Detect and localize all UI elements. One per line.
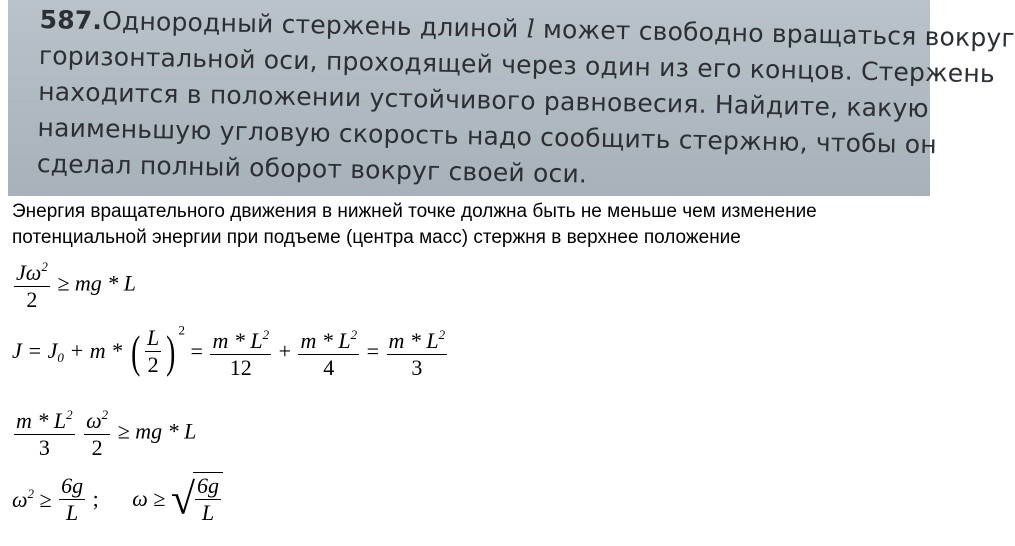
fraction: [145, 325, 161, 378]
f2-pnum: L: [146, 325, 160, 350]
f2-c-den: 3: [387, 354, 448, 381]
f4-exp: 2: [27, 485, 35, 501]
f2-pexp: 2: [178, 322, 186, 338]
formula-inertia: $J = J_0 + m$ * ( $\frac{L}{2}$ ) $^2$ = $\frac{m * L^2}{12}$ + $\frac{m * L^2}{4}$ = $\frac{m * L^2}{3}$: [12, 322, 446, 380]
f4-den: L: [59, 499, 85, 526]
square-root: √ $\frac{6g}{L}$: [171, 472, 223, 526]
f4-sden: L: [195, 499, 221, 526]
problem-line-5: сделал полный оборот вокруг своей оси.: [36, 148, 588, 189]
fraction: [210, 322, 271, 381]
problem-line-1-a: Однородный стержень длиной: [101, 6, 527, 44]
f2-lhs: J = J: [12, 337, 58, 363]
f1-den: 2: [14, 286, 50, 313]
f1-num: Jω: [16, 260, 42, 285]
formula-result: [12, 472, 223, 526]
f3-b-num: ω: [86, 408, 102, 433]
fraction: [84, 402, 110, 461]
f2-sub: 0: [57, 349, 64, 365]
fraction: [59, 473, 85, 526]
f2-c-exp: 2: [438, 327, 446, 342]
f2-eq2: =: [366, 338, 380, 364]
f2-a-exp: 2: [262, 327, 270, 342]
problem-line-3: находится в положении устойчивого равновесия. Найдите, какую: [38, 76, 930, 124]
solution-line-2: потенциальной энергии при подъеме (центра масс) стержня в верхнее положение: [12, 227, 741, 248]
problem-line-2: горизонтальной оси, проходящей через один из его концов. Стержень: [38, 40, 996, 89]
f2-eq: =: [190, 338, 203, 364]
f2-plus-m: + m *: [69, 337, 123, 363]
f2-c-num: m * L: [388, 328, 439, 353]
f1-exp: 2: [41, 259, 48, 274]
f2-a-num: m * L: [212, 328, 263, 353]
problem-line-1-b: может свободно вращаться вокруг: [534, 14, 1015, 53]
f2-a-den: 12: [210, 354, 271, 381]
f3-b-den: 2: [84, 434, 110, 461]
f4-ge: ≥: [39, 486, 52, 512]
fraction: [387, 322, 448, 381]
f3-a-den: 3: [14, 434, 75, 461]
f4-snum: 6g: [197, 473, 220, 498]
fraction: [14, 254, 50, 313]
problem-number: 587.: [39, 4, 103, 36]
fraction: [14, 402, 75, 461]
f4-lhs: ω: [12, 486, 28, 512]
f4-lhs2: ω ≥: [132, 486, 166, 511]
solution-line-1: Энергия вращательного движения в нижней точке должна быть не меньше чем изменение: [12, 201, 817, 222]
f2-pden: 2: [145, 351, 161, 378]
f3-b-exp: 2: [101, 407, 109, 422]
problem-line-4: наименьшую угловую скорость надо сообщить стержню, чтобы он: [37, 112, 938, 160]
f4-num: 6g: [61, 472, 84, 498]
problem-text: [36, 2, 1015, 199]
f3-a-exp: 2: [66, 407, 73, 422]
f2-b-exp: 2: [350, 327, 358, 342]
f2-b-den: 4: [298, 354, 359, 381]
f2-b-num: m * L: [300, 328, 351, 353]
f1-rhs: ≥ mg * L: [57, 270, 137, 296]
f4-sep: ;: [92, 486, 99, 511]
formula-substitution: [12, 402, 196, 461]
problem-var-l: l: [526, 14, 536, 44]
f3-a-num: m * L: [16, 408, 67, 433]
formula-energy: [12, 254, 136, 313]
problem-photo: [8, 0, 1015, 196]
fraction: [298, 322, 359, 381]
f2-plus: +: [278, 338, 291, 364]
f3-rhs: ≥ mg * L: [117, 418, 197, 444]
fraction: [195, 473, 221, 526]
